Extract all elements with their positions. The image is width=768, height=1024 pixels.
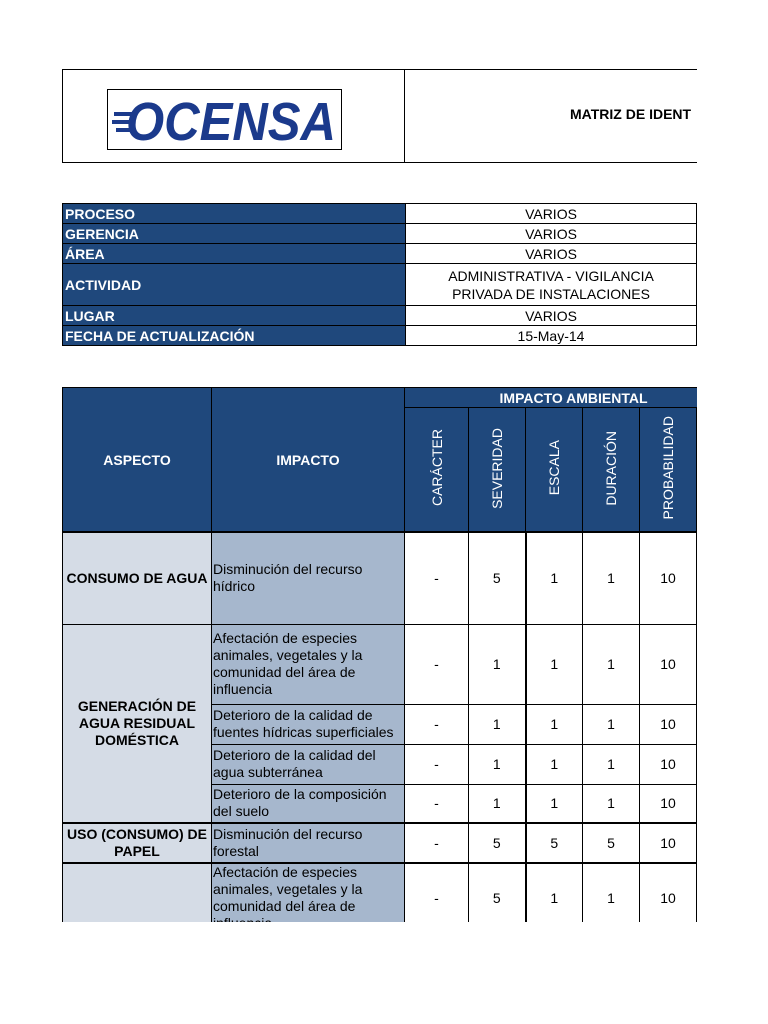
column-header-caracter: CARÁCTER xyxy=(405,408,469,533)
caracter-value: - xyxy=(405,823,469,863)
column-header-duracion: DURACIÓN xyxy=(583,408,640,533)
info-value: VARIOS xyxy=(406,224,697,244)
info-label: GERENCIA xyxy=(63,224,406,244)
overflow-cell xyxy=(697,744,698,784)
info-value: ADMINISTRATIVA - VIGILANCIA PRIVADA DE INSTALACIONES xyxy=(406,264,697,306)
info-row-gerencia xyxy=(63,224,697,244)
caracter-value: - xyxy=(405,863,469,933)
overflow-cell xyxy=(697,532,698,624)
info-label: ÁREA xyxy=(63,244,406,264)
probabilidad-value: 10 xyxy=(640,744,697,784)
probabilidad-value: 10 xyxy=(640,532,697,624)
aspect-cell: GENERACIÓN DE AGUA RESIDUAL DOMÉSTICA xyxy=(63,624,212,823)
impact-cell: Afectación de especies animales, vegetales y la comunidad del área de influencia xyxy=(212,624,405,704)
info-value: VARIOS xyxy=(406,244,697,264)
duracion-value: 5 xyxy=(583,823,640,863)
info-value: 15-May-14 xyxy=(406,326,697,346)
aspect-cell: CONSUMO DE AGUA xyxy=(63,532,212,624)
page-bottom-mask xyxy=(0,922,697,1024)
duracion-value: 1 xyxy=(583,532,640,624)
info-row-proceso xyxy=(63,204,697,224)
escala-value: 1 xyxy=(526,863,583,933)
info-value: VARIOS xyxy=(406,306,697,326)
group-header-impacto-ambiental: IMPACTO AMBIENTAL xyxy=(405,388,698,408)
severidad-value: 1 xyxy=(469,704,526,744)
header-divider xyxy=(404,70,405,162)
escala-value: 1 xyxy=(526,784,583,823)
probabilidad-value: 10 xyxy=(640,704,697,744)
column-header-overflow xyxy=(697,408,698,533)
duracion-value: 1 xyxy=(583,624,640,704)
severidad-value: 1 xyxy=(469,624,526,704)
table-row xyxy=(63,532,698,624)
impact-cell: Afectación de especies animales, vegetales y la comunidad del área de xyxy=(212,863,405,933)
escala-value: 1 xyxy=(526,744,583,784)
probabilidad-value: 10 xyxy=(640,624,697,704)
severidad-value: 1 xyxy=(469,744,526,784)
severidad-value: 5 xyxy=(469,823,526,863)
info-row-actividad xyxy=(63,264,697,306)
overflow-cell xyxy=(697,784,698,823)
impact-cell: Deterioro de la composición del suelo xyxy=(212,784,405,823)
info-row-area xyxy=(63,244,697,264)
impact-cell: Disminución del recurso hídrico xyxy=(212,532,405,624)
overflow-cell xyxy=(697,823,698,863)
column-header-probabilidad: PROBABILIDAD xyxy=(640,408,697,533)
severidad-value: 5 xyxy=(469,863,526,933)
column-header-impacto: IMPACTO xyxy=(212,388,405,533)
caracter-value: - xyxy=(405,532,469,624)
svg-text:OCENSA: OCENSA xyxy=(126,92,336,149)
probabilidad-value: 10 xyxy=(640,863,697,933)
severidad-value: 1 xyxy=(469,784,526,823)
escala-value: 1 xyxy=(526,624,583,704)
document-header xyxy=(62,69,697,163)
company-logo xyxy=(107,89,342,150)
probabilidad-value: 10 xyxy=(640,823,697,863)
info-value: VARIOS xyxy=(406,204,697,224)
duracion-value: 1 xyxy=(583,704,640,744)
duracion-value: 1 xyxy=(583,744,640,784)
caracter-value: - xyxy=(405,704,469,744)
process-info-table xyxy=(62,203,697,346)
info-label: FECHA DE ACTUALIZACIÓN xyxy=(63,326,406,346)
duracion-value: 1 xyxy=(583,784,640,823)
info-row-lugar xyxy=(63,306,697,326)
caracter-value: - xyxy=(405,744,469,784)
table-row xyxy=(63,823,698,863)
escala-value: 5 xyxy=(526,823,583,863)
overflow-cell xyxy=(697,704,698,744)
table-row xyxy=(63,624,698,704)
info-label: ACTIVIDAD xyxy=(63,264,406,306)
info-row-fecha xyxy=(63,326,697,346)
environmental-impact-matrix xyxy=(62,387,697,933)
impact-cell: Deterioro de la calidad del agua subterránea xyxy=(212,744,405,784)
probabilidad-value: 10 xyxy=(640,784,697,823)
impact-cell: Disminución del recurso forestal xyxy=(212,823,405,863)
duracion-value: 1 xyxy=(583,863,640,933)
aspect-cell: USO (CONSUMO) DE PAPEL xyxy=(63,823,212,863)
info-label: PROCESO xyxy=(63,204,406,224)
severidad-value: 5 xyxy=(469,532,526,624)
impact-cell: Deterioro de la calidad de fuentes hídricas superficiales xyxy=(212,704,405,744)
caracter-value: - xyxy=(405,624,469,704)
info-label: LUGAR xyxy=(63,306,406,326)
column-header-severidad: SEVERIDAD xyxy=(469,408,526,533)
column-header-escala: ESCALA xyxy=(526,408,583,533)
caracter-value: - xyxy=(405,784,469,823)
overflow-cell xyxy=(697,624,698,704)
document-title: MATRIZ DE IDENT xyxy=(570,106,692,122)
column-header-aspecto: ASPECTO xyxy=(63,388,212,533)
escala-value: 1 xyxy=(526,704,583,744)
escala-value: 1 xyxy=(526,532,583,624)
